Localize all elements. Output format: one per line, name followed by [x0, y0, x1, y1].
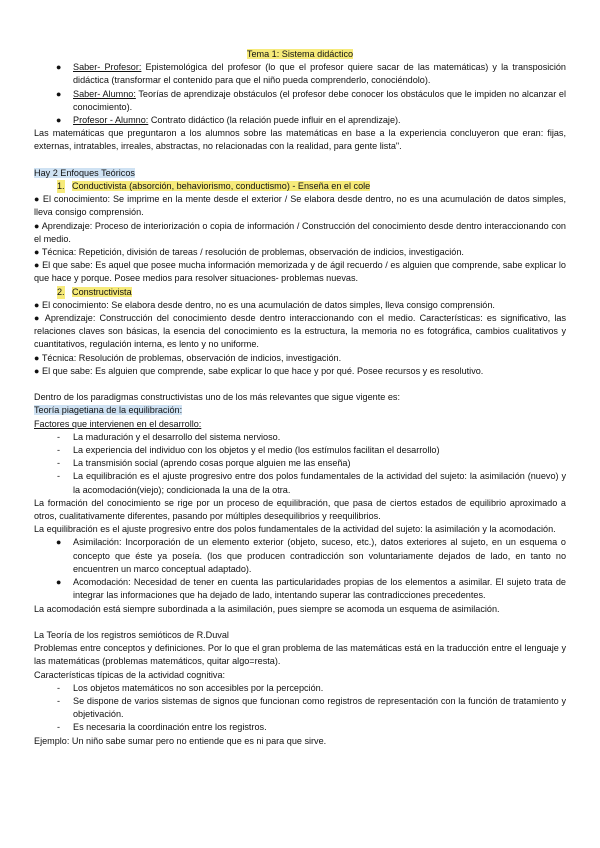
paragraph: La acomodación está siempre subordinada a la asimilación, pues siempre se acomoda un esquema de asimilación. [34, 603, 500, 614]
paragraph: ● Aprendizaje: Proceso de interiorización o copia de información / Construcción del conocimiento desde dentro interaccionando con el medio. [34, 220, 566, 244]
list-item [34, 536, 566, 576]
list-item [34, 61, 566, 87]
item-text: Teorías de aprendizaje obstáculos (el profesor debe conocer los obstáculos que le impiden no alcanzar el conocimiento). [73, 88, 567, 112]
section-heading-line [34, 404, 566, 417]
item-label: Saber- Profesor: [73, 62, 142, 73]
topic-title-line [34, 48, 566, 61]
item-text: La equilibración es el ajuste progresivo entre dos polos fundamentales de la actividad del sujeto: la asimilación (nuevo) y la acomodación(viejo); condicionada la una de la otra. [73, 471, 566, 495]
paragraph: ● El conocimiento: Se elabora desde dentro, no es una acumulación de datos simples, lleva consigo comprensión. [34, 299, 495, 310]
item-text: La maduración y el desarrollo del sistema nervioso. [73, 431, 281, 442]
item-text: Es necesaria la coordinación entre los registros. [73, 722, 267, 733]
bullet-icon: ● [56, 115, 62, 126]
dash-marker: - [57, 682, 61, 693]
spacer [34, 154, 566, 167]
item-text: La experiencia del individuo con los objetos y el medio (los estímulos facilitan el desarrollo) [73, 445, 440, 456]
section-heading: Teoría piagetiana de la equilibración: [34, 405, 183, 416]
subheading-line [34, 418, 566, 431]
dash-marker: - [57, 445, 61, 456]
list-item [34, 444, 566, 457]
intro-paragraph: Las matemáticas que preguntaron a los alumnos sobre las matemáticas en base a la experiencia concluyeron que eran: fijas, externas, intratables, irreales, abstractas, no relacionadas con la realidad, para gente lista". [34, 128, 566, 152]
paragraph: ● Aprendizaje: Construcción del conocimiento desde dentro interaccionando con el medio. Características: es significativo, las relaciones claves son básicas, la esencia del conocimiento es la estructura, la memoria no es fotográfica, cambios cualitativos y cuantitativos, regulación interna, es lento y no uniforme. [34, 313, 566, 350]
list-number: 2. [57, 286, 65, 299]
subheading: Factores que intervienen en el desarrollo: [34, 418, 202, 429]
item-text: Acomodación: Necesidad de tener en cuenta las particularidades propias de los elementos a asimilar. El sujeto trata de integrar las informaciones que ha dejado de lado, intentando superar las contradicciones precedentes. [73, 577, 566, 601]
list-item [34, 114, 566, 127]
paragraph: ● El que sabe: Es aquel que posee mucha información memorizada y de ágil recuerdo / es alguien que comprende, sabe explicar lo que hace y porque. Posee medios para resolver situaciones- problemas nuevas. [34, 260, 566, 284]
paragraph: Problemas entre conceptos y definiciones. Por lo que el gran problema de las matemáticas está en la traducción entre el lenguaje y las matemáticas (problemas matemáticos, quitar algo=resta). [34, 643, 566, 667]
item-text: La transmisión social (aprendo cosas porque alguien me las enseña) [73, 458, 351, 469]
dash-marker: - [57, 471, 61, 482]
dash-marker: - [57, 431, 61, 442]
paragraph: ● El que sabe: Es alguien que comprende, sabe explicar lo que hace y por qué. Posee recursos y es resolutivo. [34, 365, 484, 376]
item-label: Saber- Alumno: [73, 88, 136, 99]
list-item [34, 721, 566, 734]
section-heading: La Teoría de los registros semióticos de R.Duval [34, 629, 229, 640]
paragraph: Dentro de los paradigmas constructivistas uno de los más relevantes que sigue vigente es: [34, 392, 400, 403]
paragraph: La equilibración es el ajuste progresivo entre dos polos fundamentales de la actividad del sujeto: la asimilación y la acomodación. [34, 524, 556, 535]
subheading: Características típicas de la actividad cognitiva: [34, 669, 226, 680]
numbered-heading-line [34, 180, 566, 193]
item-text: Epistemológica del profesor (lo que el profesor quiere sacar de las matemáticas) y la transposición didáctica (transformar el contenido para que el niño pueda comprenderlo, conociéndolo). [73, 62, 566, 86]
bullet-icon: ● [56, 577, 62, 588]
bullet-icon: ● [56, 88, 62, 99]
dash-marker: - [57, 458, 61, 469]
paragraph: ● El conocimiento: Se imprime en la mente desde el exterior / Se elabora desde dentro, no es una acumulación de datos simples, lleva consigo comprensión. [34, 194, 566, 218]
item-text: Los objetos matemáticos no son accesibles por la percepción. [73, 682, 324, 693]
list-number: 1. [57, 180, 65, 193]
paragraph: ● Técnica: Repetición, división de tareas / resolución de problemas, observación de indicios, investigación. [34, 247, 464, 258]
numbered-heading: Conductivista (absorción, behaviorismo, conductismo) - Enseña en el cole [72, 181, 371, 192]
paragraph: La formación del conocimiento se rige por un proceso de equilibración, que pasa de ciertos estados de equilibrio aproximado a otros, cualitativamente diferentes, pasando por múltiples desequilibrios y reequilibrios. [34, 497, 566, 522]
list-item [34, 470, 566, 496]
bullet-icon: ● [56, 537, 62, 548]
list-item [34, 431, 566, 444]
item-text: Asimilación: Incorporación de un elemento exterior (objeto, suceso, etc.), datos exteriores al sujeto, en un esquema o concepto que éste ya poseía. (los que producen contradicción son voluntariamente dejados de lado, en tanto no encuentren un marco conceptual adaptado). [73, 537, 566, 574]
numbered-heading: Constructivista [72, 286, 132, 297]
paragraph: ● Técnica: Resolución de problemas, observación de indicios, investigación. [34, 352, 342, 363]
list-item [34, 457, 566, 470]
spacer [34, 616, 566, 629]
list-item [34, 695, 566, 721]
section-heading-line [34, 167, 566, 180]
item-label: Profesor - Alumno: [73, 115, 149, 126]
list-item [34, 682, 566, 695]
document-body [34, 48, 566, 748]
bullet-icon: ● [56, 62, 62, 73]
topic-title: Tema 1: Sistema didáctico [246, 49, 354, 59]
item-text: Contrato didáctico (la relación puede influir en el aprendizaje). [148, 115, 401, 126]
dash-marker: - [57, 695, 61, 706]
numbered-heading-line [34, 286, 566, 299]
spacer [34, 378, 566, 391]
list-item [34, 576, 566, 602]
dash-marker: - [57, 722, 61, 733]
item-text: Se dispone de varios sistemas de signos que funcionan como registros de representación con la función de tratamiento y objetivación. [73, 695, 566, 720]
example-line: Ejemplo: Un niño sabe sumar pero no entiende que es ni para que sirve. [34, 735, 327, 746]
list-item [34, 88, 566, 114]
section-heading: Hay 2 Enfoques Teóricos [34, 167, 135, 178]
